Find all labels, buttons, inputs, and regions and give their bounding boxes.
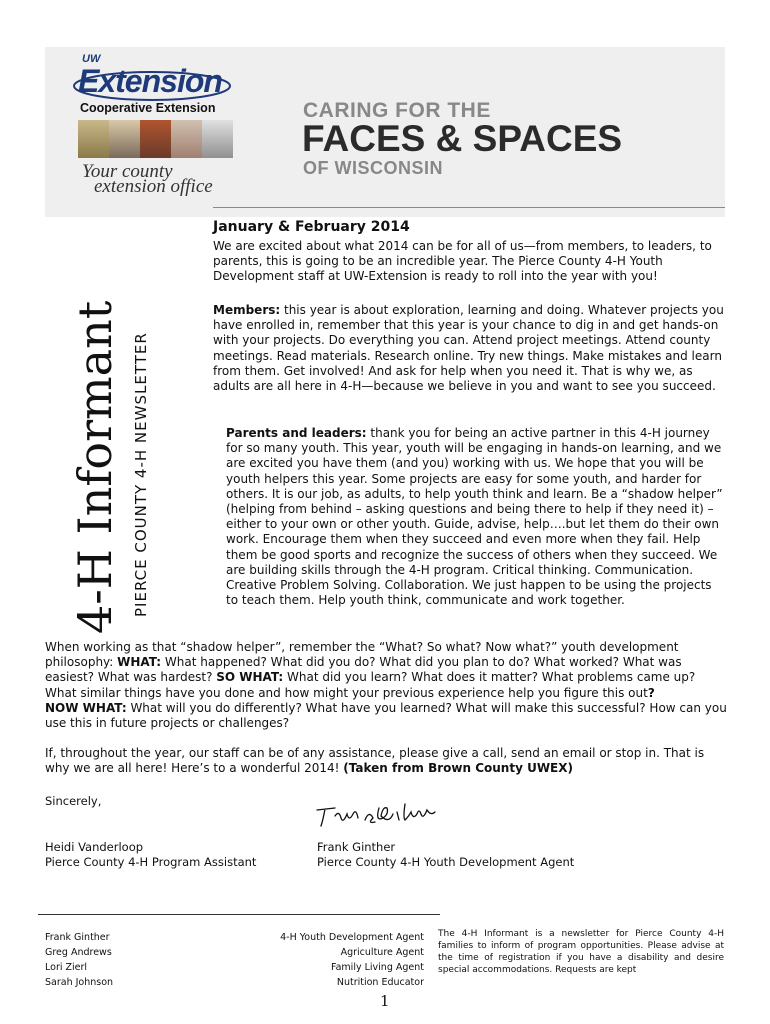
tagline-wisconsin: OF WISCONSIN (303, 158, 443, 178)
accommodation-note: The 4-H Informant is a newsletter for Pierce County 4-H families to inform of program opportunities. Please advise at the time of registration if you have a disability and desire special accommodations. Requests are kept (438, 929, 724, 975)
parents-paragraph: Parents and leaders: thank you for being an active partner in this 4-H journey for so many youth. This year, youth will be engaging in hands-on learning, and we are excited you have them (and you) working with us. We hope that you will be youth helpers this year. Some projects are easy for some youth, and harder for others. It is our job, as adults, to help youth think and learn. Be a “shadow helper” (helping from behind – asking questions and being there to help if they need it) – either to your own or other youth. Guide, advise, help….but let them do their own work. Encourage them when they succeed and even more when they fail. Help them be good sports and recognize the success of others when they succeed. We are building skills through the 4-H program. Critical thinking. Communication. Creative Problem Solving. Collaboration. We just happen to be using the projects to teach them. Help youth think, communicate and work together. (226, 426, 723, 608)
signatory-1-title: Pierce County 4-H Program Assistant (45, 855, 257, 869)
logo-extension-text: Extension (78, 63, 222, 99)
closing: Sincerely, (45, 794, 102, 808)
staff-role: 4-H Youth Development Agent (280, 932, 424, 943)
newsletter-subtitle: PIERCE COUNTY 4-H NEWSLETTER (132, 332, 150, 617)
signatory-2-name: Frank Ginther (317, 840, 396, 854)
philosophy-paragraph: When working as that “shadow helper”, remember the “What? So what? Now what?” youth development philosophy: WHAT: What happened? What did you do? What did you plan to do? What worked? What was easiest? What was hardest? SO WHAT: What did you learn? What does it matter? What problems came up? What similar things have you done and how might your previous experience help you figure this out? NOW WHAT: What will you do differently? What have you learned? What will make this successful? How can you use this in future projects or challenges? (45, 640, 727, 731)
newsletter-title: 4-H Informant (68, 300, 122, 634)
staff-name: Lori Zierl (45, 962, 88, 973)
issue-date: January & February 2014 (213, 219, 410, 235)
signature-image (313, 800, 438, 832)
signatory-2 (317, 840, 574, 870)
staff-role: Nutrition Educator (336, 977, 424, 988)
county-office-line2: extension office (94, 176, 213, 197)
tagline-faces-spaces: FACES & SPACES (302, 118, 623, 159)
signatory-1 (45, 840, 256, 870)
staff-list (45, 930, 113, 990)
logo-uw-text: UW (82, 53, 101, 65)
staff-name: Greg Andrews (45, 947, 112, 958)
intro-paragraph: We are excited about what 2014 can be for all of us—from members, to leaders, to parents, this is going to be an incredible year. The Pierce County 4-H Youth Development staff at UW-Extension is ready to roll into the year with you! (213, 239, 712, 284)
logo-cooperative-text: Cooperative Extension (80, 101, 216, 115)
staff-name: Frank Ginther (45, 932, 110, 943)
staff-name: Sarah Johnson (45, 977, 114, 988)
footer-divider (38, 914, 440, 915)
members-lead: Members: (213, 303, 281, 317)
members-paragraph: Members: this year is about exploration, learning and doing. Whatever projects you have enrolled in, remember that this year is your chance to dig in and get hands-on with your projects. Do everything you can. Attend project meetings. Attend county meetings. Read materials. Research online. Try new things. Make mistakes and learn from them. Get involved! And ask for help when you need it. That is why we, as adults are all here in 4-H—because we believe in you and want to see you succeed. (213, 303, 724, 394)
photo-strip-image (78, 120, 233, 158)
parents-lead: Parents and leaders: (226, 426, 367, 440)
staff-role: Family Living Agent (331, 962, 424, 973)
county-office-line1: Your county (82, 161, 173, 182)
staff-role: Agriculture Agent (340, 947, 424, 958)
header-divider (213, 207, 725, 208)
staff-roles (200, 930, 424, 990)
tagline-caring: CARING FOR THE (303, 99, 491, 122)
assistance-paragraph: If, throughout the year, our staff can be of any assistance, please give a call, send an email or stop in. That is why we are all here! Here’s to a wonderful 2014! (Taken from Brown County UWEX) (45, 746, 705, 776)
signatory-2-title: Pierce County 4-H Youth Development Agent (317, 855, 575, 869)
page-number: 1 (380, 992, 390, 1010)
signatory-1-name: Heidi Vanderloop (45, 840, 144, 854)
